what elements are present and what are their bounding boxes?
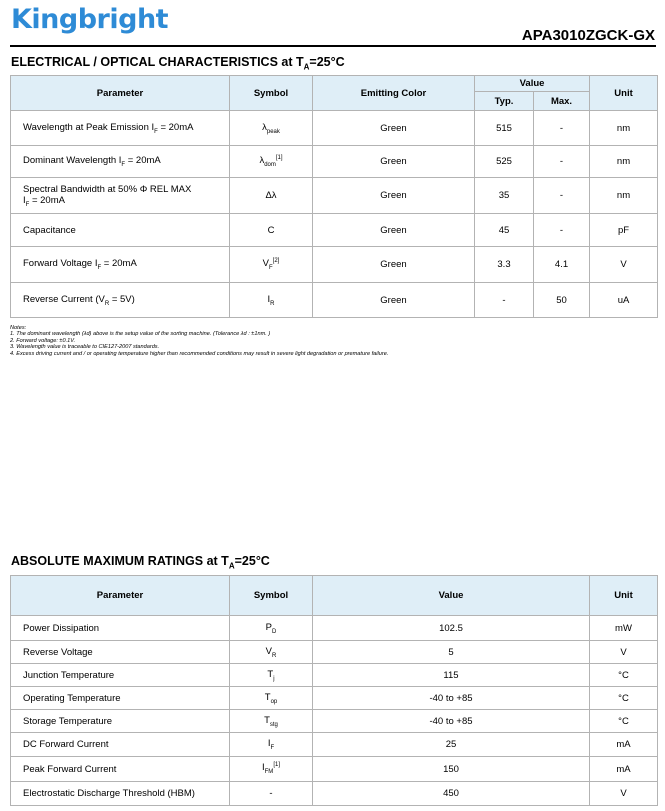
abs-col-unit: Unit [590,576,658,616]
param-cell: DC Forward Current [11,733,230,757]
symbol-cell [230,146,313,178]
symbol-cell [230,616,313,641]
param-cell [11,247,230,283]
symbol-text: C [267,224,275,236]
param-cell: Storage Temperature [11,710,230,733]
color-cell: Green [313,178,475,214]
color-cell: Green [313,111,475,146]
param-cell: Peak Forward Current [11,757,230,782]
unit-cell: nm [590,146,658,178]
abs-section-title: ABSOLUTE MAXIMUM RATINGS at $T_A=25^\circ C$ [11,554,270,571]
symbol-sub: op [270,698,278,705]
param-cell: Power Dissipation [11,616,230,641]
symbol-sub: dom [264,162,276,169]
table-row [11,733,658,757]
table-row [11,616,658,641]
param-cell: Operating Temperature [11,687,230,710]
table-row [11,687,658,710]
symbol-cell [230,283,313,318]
symbol-text: λ [259,155,265,167]
symbol-cell [230,733,313,757]
param-cell [11,111,230,146]
table-row [11,710,658,733]
param-cell [11,214,230,247]
symbol-cell [230,757,313,782]
col-unit: Unit [590,76,658,111]
value-cell: -40 to +85 [313,687,590,710]
symbol-text: I [267,293,271,305]
color-cell: Green [313,283,475,318]
table-row [11,146,658,178]
max-cell: - [534,178,590,214]
symbol-text: λ [262,121,267,133]
col-emitting-color: Emitting Color [313,76,475,111]
color-cell: Green [313,146,475,178]
param-tail: = 20mA [157,121,194,133]
unit-cell: °C [590,664,658,687]
value-cell: 450 [313,782,590,806]
symbol-text: T [264,714,270,726]
header-rule [10,45,656,47]
symbol-text: T [264,691,271,703]
symbol-sub: j [273,675,275,682]
symbol-sub: D [272,628,277,635]
symbol-sub: R [270,300,275,307]
note-line: 1. The dominant wavelength (λd) above is the setup value of the sorting machine. (Tolerance λd : ±1nm. ) [10,331,271,338]
symbol-text: V [262,258,269,270]
kingbright-logo: Kingbright [11,4,169,35]
param-cell [11,283,230,318]
part-number: APA3010ZGCK-GX [521,27,655,44]
color-cell: Green [313,214,475,247]
param-tail: = 20mA [125,155,161,167]
symbol-cell [230,782,313,806]
page-header [0,0,665,50]
col-value: Value [475,76,590,92]
note-line: 3. Wavelength value is traceable to CIE127-2007 standards. [10,344,160,351]
typ-cell: 525 [475,146,534,178]
unit-cell: uA [590,283,658,318]
symbol-sub: stg [269,721,278,728]
max-cell: - [534,146,590,178]
unit-cell: V [590,247,658,283]
col-symbol: Symbol [230,76,313,111]
symbol-text: - [269,788,273,799]
max-cell: 50 [534,283,590,318]
typ-cell: 3.3 [475,247,534,283]
param-tail: = 5V) [109,293,135,305]
symbol-sub: peak [266,128,280,135]
typ-cell: 515 [475,111,534,146]
param-text-2: I [23,194,26,206]
note-line: Notes: [10,325,27,331]
elec-table [10,75,658,318]
unit-cell: °C [590,687,658,710]
abs-col-parameter: Parameter [11,576,230,616]
symbol-cell [230,687,313,710]
symbol-cell [230,214,313,247]
unit-cell: V [590,782,658,806]
typ-cell: 45 [475,214,534,247]
col-max: Max. [534,92,590,111]
param-sub: F [154,128,158,135]
unit-cell: nm [590,111,658,146]
param-sub: F [121,161,126,168]
symbol-sub: F [270,744,275,751]
elec-notes [10,325,388,357]
table-row [11,111,658,146]
unit-cell: mA [590,757,658,782]
max-cell: - [534,214,590,247]
table-row [11,214,658,247]
unit-cell: nm [590,178,658,214]
typ-cell: - [475,283,534,318]
symbol-cell [230,247,313,283]
symbol-text: V [265,645,272,657]
param-text: Reverse Current (V [23,293,105,305]
color-cell: Green [313,247,475,283]
table-row [11,757,658,782]
value-cell: 25 [313,733,590,757]
symbol-sub: FM [264,769,274,776]
value-cell: 150 [313,757,590,782]
table-row [11,178,658,214]
symbol-text: I [262,762,265,774]
note-line: 4. Excess driving current and / or operating temperature higher than recommended conditions may result in severe light degradation or premature failure. [10,350,389,357]
param-tail: = 20mA [101,258,137,270]
elec-section-title: ELECTRICAL / OPTICAL CHARACTERISTICS at $T_A=25^\circ C$ [11,55,345,72]
col-parameter: Parameter [11,76,230,111]
symbol-text: P [265,621,272,633]
param-text: Dominant Wavelength I [23,155,122,167]
value-cell: -40 to +85 [313,710,590,733]
param-sub: F [97,264,102,271]
param-cell [11,178,230,214]
abs-col-value: Value [313,576,590,616]
symbol-cell [230,664,313,687]
param-text: Spectral Bandwidth at 50% Φ REL MAX [23,183,192,195]
unit-cell: °C [590,710,658,733]
param-cell: Reverse Voltage [11,641,230,664]
table-row [11,782,658,806]
param-cell: Electrostatic Discharge Threshold (HBM) [11,782,230,806]
max-cell: - [534,111,590,146]
unit-cell: pF [590,214,658,247]
symbol-cell [230,641,313,664]
param-cell: Junction Temperature [11,664,230,687]
value-cell: 102.5 [313,616,590,641]
symbol-cell [230,178,313,214]
unit-cell: mA [590,733,658,757]
symbol-note: [2] [272,257,280,264]
table-row [11,664,658,687]
note-line: 2. Forward voltage: ±0.1V. [10,337,76,344]
param-tail-2: = 20mA [29,194,65,206]
typ-cell: 35 [475,178,534,214]
table-row [11,283,658,318]
col-typ: Typ. [475,92,534,111]
param-text: Wavelength at Peak Emission I [23,121,155,133]
abs-col-symbol: Symbol [230,576,313,616]
symbol-sub: R [272,652,277,659]
param-cell [11,146,230,178]
symbol-text: T [267,668,274,680]
value-cell: 5 [313,641,590,664]
unit-cell: mW [590,616,658,641]
symbol-cell [230,111,313,146]
symbol-note: [1] [273,762,280,769]
table-row [11,641,658,664]
max-cell: 4.1 [534,247,590,283]
unit-cell: V [590,641,658,664]
param-text: Forward Voltage I [23,258,98,270]
value-cell: 115 [313,664,590,687]
table-row [11,247,658,283]
symbol-sub: F [269,265,273,272]
symbol-cell [230,710,313,733]
param-sub-2: F [25,201,30,208]
symbol-text: Δλ [265,190,277,201]
symbol-text: I [267,738,271,750]
symbol-note: [1] [275,154,283,161]
param-sub: R [104,300,110,307]
param-text: Capacitance [23,224,76,236]
abs-table [10,575,658,806]
